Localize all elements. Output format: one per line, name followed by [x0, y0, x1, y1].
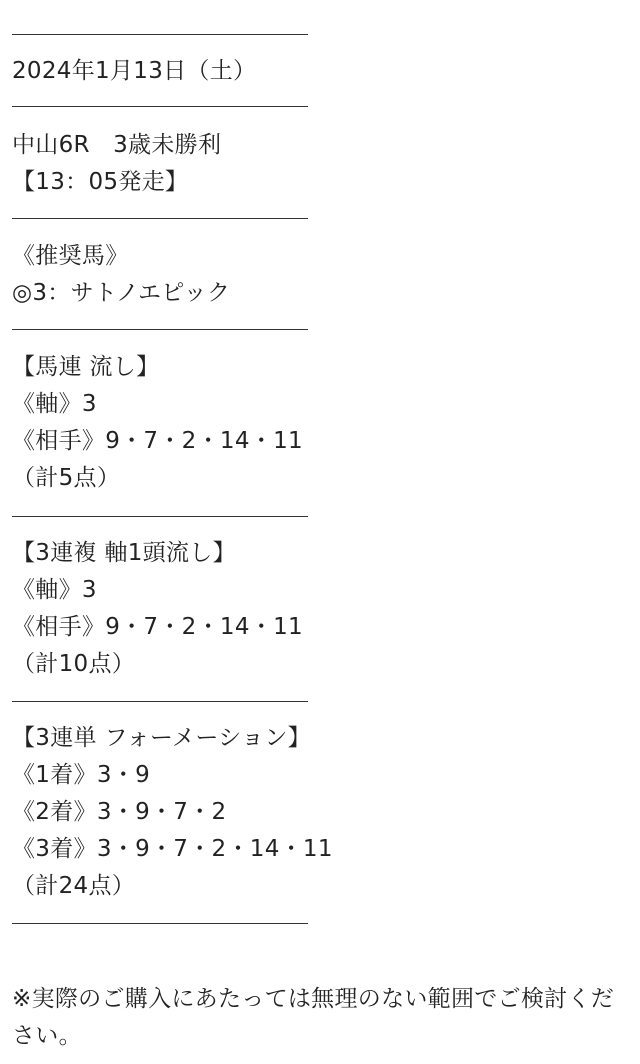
divider: [12, 701, 308, 702]
sanrentan-total: （計24点）: [12, 873, 136, 899]
divider: [12, 329, 308, 330]
race-start-time: 【13：05発走】: [12, 169, 189, 195]
divider: [12, 218, 308, 219]
umaren-partners: 《相手》9・7・2・14・11: [12, 428, 303, 454]
divider: [12, 923, 308, 924]
sanrentan-third: 《3着》3・9・7・2・14・11: [12, 836, 333, 862]
umaren-axis: 《軸》3: [12, 391, 97, 417]
recommend-horse: ◎3：サトノエピック: [12, 280, 231, 306]
recommend-header: 《推奨馬》: [12, 243, 129, 269]
sanrenpuku-header: 【3連複 軸1頭流し】: [12, 540, 236, 566]
umaren-total: （計5点）: [12, 465, 121, 491]
sanrenpuku-total: （計10点）: [12, 651, 136, 677]
umaren-header: 【馬連 流し】: [12, 354, 160, 380]
sanrenpuku-axis: 《軸》3: [12, 577, 97, 603]
sanrenpuku-partners: 《相手》9・7・2・14・11: [12, 614, 303, 640]
divider: [12, 106, 308, 107]
sanrentan-header: 【3連単 フォーメーション】: [12, 725, 311, 751]
race-date: 2024年1月13日（土）: [12, 58, 257, 84]
purchase-note: ※実際のご購入にあたっては無理のない範囲でご検討ください。: [12, 986, 615, 1049]
sanrentan-first: 《1着》3・9: [12, 762, 150, 788]
divider: [12, 516, 308, 517]
divider: [12, 34, 308, 35]
race-name: 中山6R 3歳未勝利: [12, 132, 222, 158]
sanrentan-second: 《2着》3・9・7・2: [12, 799, 227, 825]
